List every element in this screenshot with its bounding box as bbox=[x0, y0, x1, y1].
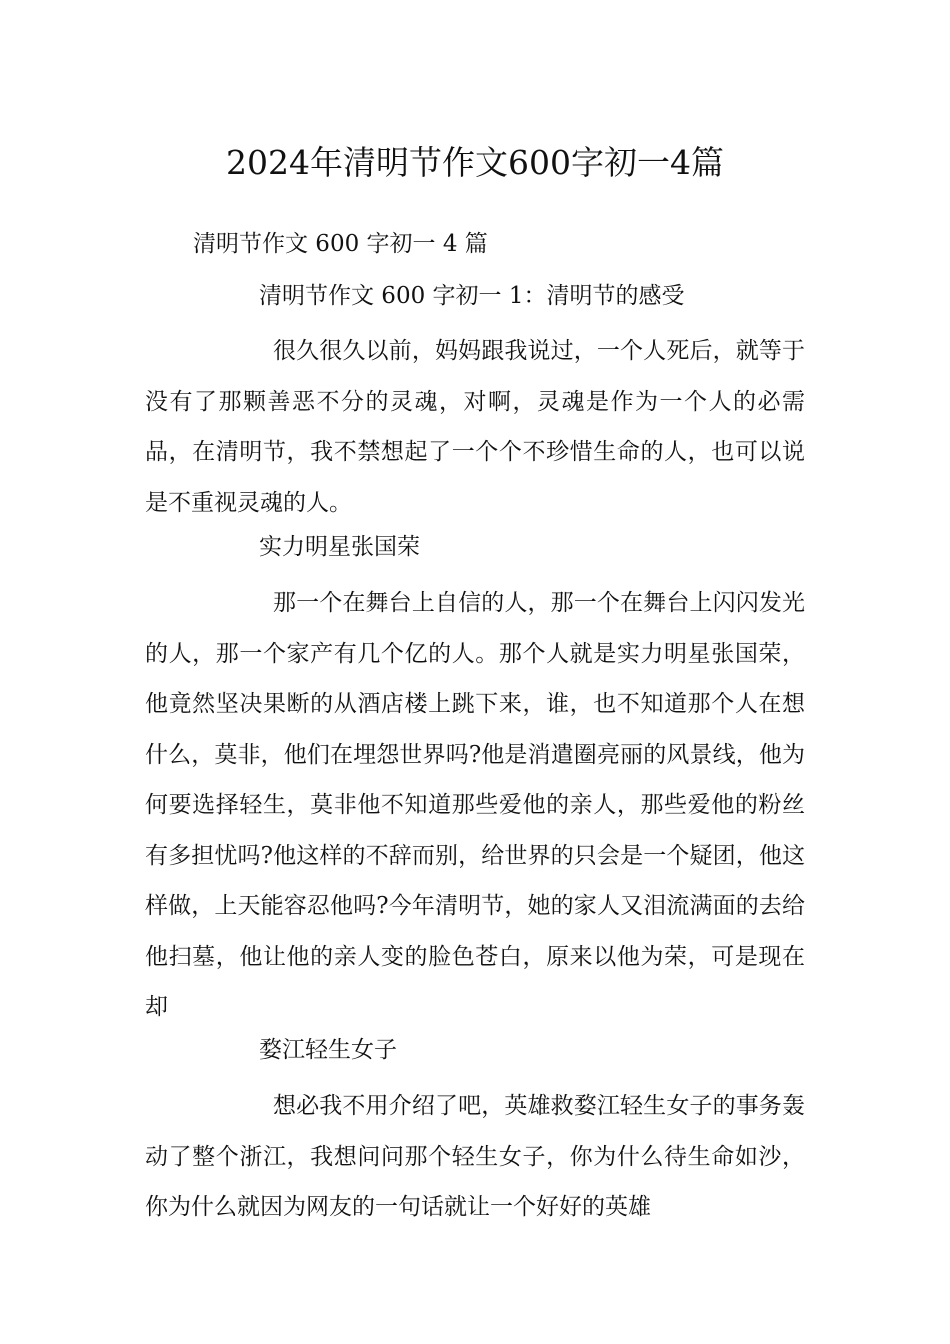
paragraph-2: 那一个在舞台上自信的人，那一个在舞台上闪闪发光的人，那一个家产有几个亿的人。那个人就是实力明星张国荣，他竟然坚决果断的从酒店楼上跳下来，谁，也不知道那个人在想什么，莫非，他们在埋怨世界吗?他是消遣圈亮丽的风景线，他为何要选择轻生，莫非他不知道那些爱他的亲人，那些爱他的粉丝有多担忧吗?他这样的不辞而别，给世界的只会是一个疑团，他这样做，上天能容忍他吗?今年清明节，她的家人又泪流满面的去给他扫墓，他让他的亲人变的脸色苍白，原来以他为荣，可是现在却 bbox=[145, 590, 805, 1020]
paragraph-3: 想必我不用介绍了吧，英雄救婺江轻生女子的事务轰动了整个浙江，我想问问那个轻生女子，你为什么待生命如沙，你为什么就因为网友的一句话就让一个好好的英雄 bbox=[145, 1093, 805, 1220]
paragraph-1: 很久很久以前，妈妈跟我说过，一个人死后，就等于没有了那颗善恶不分的灵魂，对啊，灵魂是作为一个人的必需品，在清明节，我不禁想起了一个个不珍惜生命的人，也可以说是不重视灵魂的人。 bbox=[145, 338, 805, 516]
heading-wujiang-woman: 婺江轻生女子 bbox=[259, 1037, 397, 1063]
heading-zhang-guorong: 实力明星张国荣 bbox=[259, 534, 420, 560]
document-title: 2024年清明节作文600字初一4篇 bbox=[226, 143, 724, 182]
section-heading: 清明节作文 600 字初一 1：清明节的感受 bbox=[259, 283, 685, 309]
document-subtitle: 清明节作文 600 字初一 4 篇 bbox=[193, 231, 488, 257]
